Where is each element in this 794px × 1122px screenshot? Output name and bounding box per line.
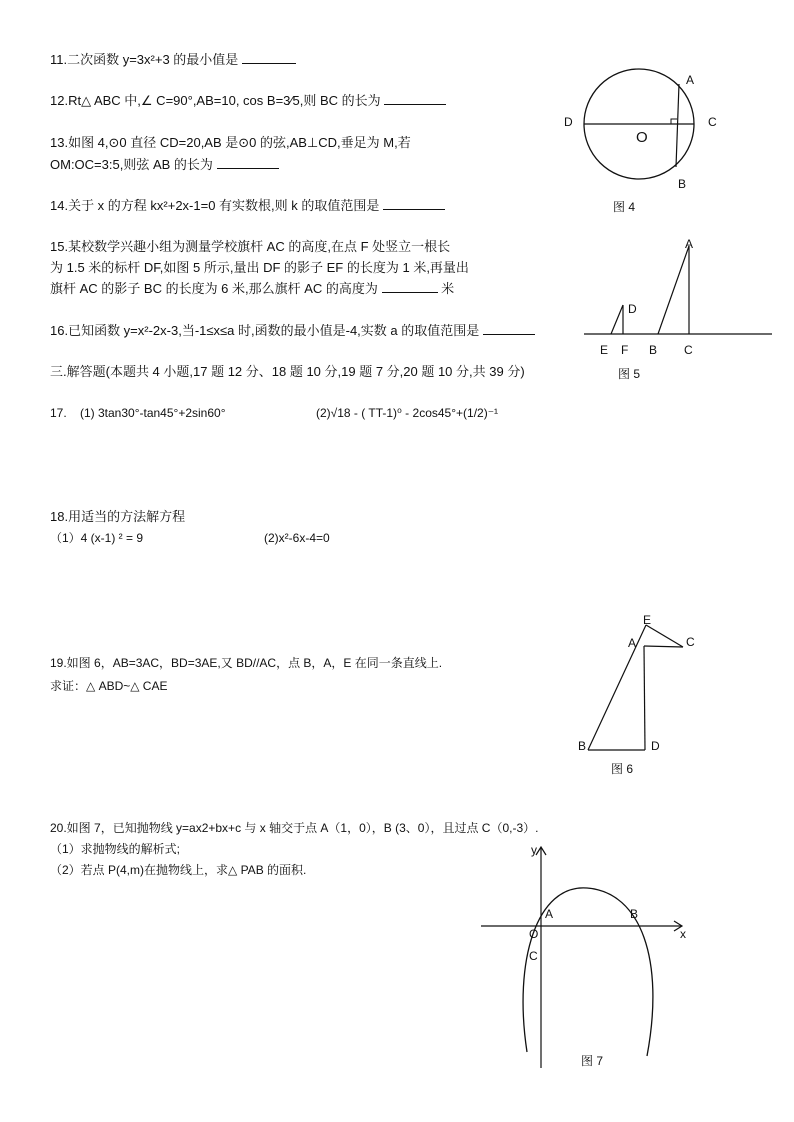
label-c: C [708,115,717,129]
question-20-line-1: 20.如图 7，已知抛物线 y=ax2+bx+c 与 x 轴交于点 A（1，0），B (3、0），且过点 C（0,-3）. [50,821,539,835]
question-17-part-1: (1) 3tan30°-tan45°+2sin60° [80,406,226,420]
label-d: D [651,739,660,753]
figure-5-caption: 图 5 [618,367,641,381]
figure-4 [560,60,730,200]
label-o: O [529,927,539,941]
label-a: A [686,73,695,87]
question-15-unit: 米 [441,281,455,296]
question-15-line-1: 15.某校数学兴趣小组为测量学校旗杆 AC 的高度,在点 F 处竖立一根长 [50,239,451,254]
chord-ab [676,84,679,167]
figure-5 [580,232,780,362]
answer-blank-16[interactable] [483,322,535,335]
question-14 [50,197,445,215]
question-20-line-3: （2）若点 P(4,m)在抛物线上，求△ PAB 的面积. [50,863,307,877]
label-e: E [643,613,652,627]
figure-6-caption: 图 6 [611,762,634,776]
figure-7 [475,840,695,1070]
question-20-line-2: （1）求抛物线的解析式; [50,842,181,856]
label-d: D [628,302,637,316]
figure-6 [570,610,700,760]
label-c: C [684,343,693,357]
segment-ad [644,646,645,750]
segment-ec [646,625,683,647]
question-14-text: 14.关于 x 的方程 kx²+2x-1=0 有实数根,则 k 的取值范围是 [50,198,380,213]
right-angle-mark [671,119,677,124]
label-a: A [628,636,637,650]
label-e: E [600,343,609,357]
label-a: A [685,237,694,251]
question-19-line-2: 求证：△ ABD~△ CAE [50,679,168,693]
question-11 [50,51,296,69]
question-12 [50,92,446,110]
label-f: F [621,343,629,357]
question-19-line-1: 19.如图 6，AB=3AC，BD=3AE,又 BD//AC，点 B，A，E 在同一条直线上. [50,656,443,670]
label-a: A [545,907,554,921]
answer-blank-15[interactable] [382,280,438,293]
question-13-text: OM:OC=3:5,则弦 AB 的长为 [50,157,213,172]
label-b: B [578,739,587,753]
question-16-text: 16.已知函数 y=x²-2x-3,当-1≤x≤a 时,函数的最小值是-4,实数 a 的取值范围是 [50,323,480,338]
label-d: D [564,115,573,129]
sun-ray-de [611,305,623,334]
question-17-part-2: (2)√18 - ( TT-1)⁰ - 2cos45°+(1/2)⁻¹ [316,406,499,420]
label-c: C [686,635,695,649]
label-y: y [531,843,537,857]
figure-4-caption: 图 4 [613,200,636,214]
answer-blank-14[interactable] [383,197,445,210]
question-15-text: 旗杆 AC 的影子 BC 的长度为 6 米,那么旗杆 AC 的高度为 [50,281,378,296]
segment-be [588,625,646,750]
question-17-number: 17. [50,406,67,420]
question-15-line-3 [50,280,454,298]
question-16 [50,322,535,340]
question-15-line-2: 为 1.5 米的标杆 DF,如图 5 所示,量出 DF 的影子 EF 的长度为 1 米,再量出 [50,260,469,275]
label-x: x [680,927,686,941]
sun-ray-ad [658,246,689,334]
label-b: B [649,343,658,357]
question-11-text: 11.二次函数 y=3x²+3 的最小值是 [50,52,239,67]
label-o: O [636,129,648,146]
question-18-title: 18.用适当的方法解方程 [50,509,186,524]
question-13-line-2 [50,156,279,174]
figure-7-caption: 图 7 [581,1054,604,1068]
answer-blank-13[interactable] [217,156,279,169]
label-b: B [678,177,687,191]
answer-blank-11[interactable] [242,51,296,64]
section-3-header: 三.解答题(本题共 4 小题,17 题 12 分、18 题 10 分,19 题 7 分,20 题 10 分,共 39 分) [50,364,525,379]
label-c: C [529,949,538,963]
question-13-line-1: 13.如图 4,⊙0 直径 CD=20,AB 是⊙0 的弦,AB⊥CD,垂足为 M,若 [50,135,411,150]
label-b: B [630,907,639,921]
question-18-part-2: (2)x²-6x-4=0 [264,531,330,545]
question-18-part-1: （1）4 (x-1) ² = 9 [50,531,144,545]
answer-blank-12[interactable] [384,92,446,105]
question-12-text: 12.Rt△ ABC 中,∠ C=90°,AB=10, cos B=3⁄5,则 BC 的长为 [50,93,381,108]
segment-ac [644,646,683,647]
